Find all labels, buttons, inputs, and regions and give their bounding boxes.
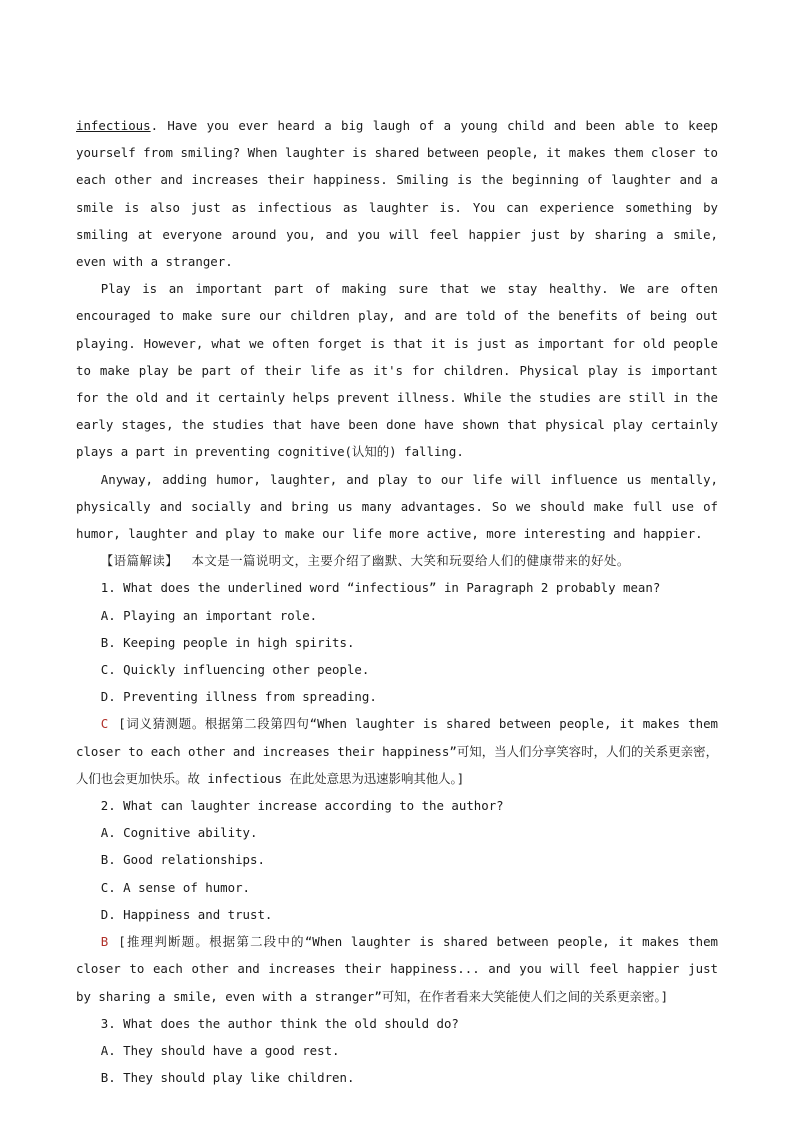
question-1-answer [76,710,718,792]
question-3-option-a: A. They should have a good rest. [100,1042,340,1058]
question-2-option-c: C. A sense of humor. [100,879,250,895]
question-3-stem: 3. What does the author think the old should do? [100,1015,459,1031]
question-2-option-d: D. Happiness and trust. [100,906,273,922]
answer-letter: B [100,934,109,950]
underlined-word: infectious [76,118,151,133]
answer-letter: C [100,716,109,732]
analysis-text: 本文是一篇说明文，主要介绍了幽默、大笑和玩耍给人们的健康带来的好处。 [191,553,630,569]
paragraph-text: . Have you ever heard a big laugh of a young child and been able to keep yourself from smiling? When laughter is shared between people, it makes them closer to each other and increases their happiness. Smiling is the beginning of laughter and a smile is also just as infectious as laughter is. You can experience something by smiling at everyone around you, and you will feel happier just by sharing a smile, even with a stranger. [76,118,718,270]
discourse-analysis [76,547,718,574]
question-2-option-b: B. Good relationships. [100,852,265,868]
answer-explanation: [推理判断题。根据第二段中的“When laughter is shared between people, it makes them closer to each other and increases their happiness... and you will feel happier just by sharing a smile, even with a stranger”可知，在作者看来大笑能使人们之间的关系更亲密。] [76,934,718,1004]
question-3-option-b: B. They should play like children. [100,1070,355,1086]
document-content [76,112,718,1091]
question-2-option-a: A. Cognitive ability. [100,825,258,841]
question-2-answer [76,928,718,1010]
passage-paragraph-2: Play is an important part of making sure that we stay healthy. We are often encouraged to make sure our children play, and are told of the benefits of being out playing. However, what we often forget is that it is just as important for old people to make play be part of their life as it's for children. Physical play is important for the old and it certainly helps prevent illness. While the studies are still in the early stages, the studies that have been done have shown that physical play certainly plays a part in preventing cognitive(认知的) falling. [76,281,718,460]
question-2-stem: 2. What can laughter increase according to the author? [100,798,504,814]
question-1-option-d: D. Preventing illness from spreading. [100,689,377,705]
analysis-label: 【语篇解读】 [100,553,179,569]
question-1-option-b: B. Keeping people in high spirits. [100,634,355,650]
passage-paragraph-3: Anyway, adding humor, laughter, and play to our life will influence us mentally, physically and socially and bring us many advantages. So we should make full use of humor, laughter and play to make our life more active, more interesting and happier. [76,471,718,542]
question-1-stem: 1. What does the underlined word “infectious” in Paragraph 2 probably mean? [100,580,661,596]
passage-paragraph-1 [76,112,718,275]
question-1-option-a: A. Playing an important role. [100,607,318,623]
answer-explanation: [词义猜测题。根据第二段第四句“When laughter is shared between people, it makes them closer to each other and increases their happiness”可知，当人们分享笑容时，人们的关系更亲密，人们也会更加快乐。故 infectious 在此处意思为迅速影响其他人。] [76,716,718,786]
question-1-option-c: C. Quickly influencing other people. [100,662,370,678]
